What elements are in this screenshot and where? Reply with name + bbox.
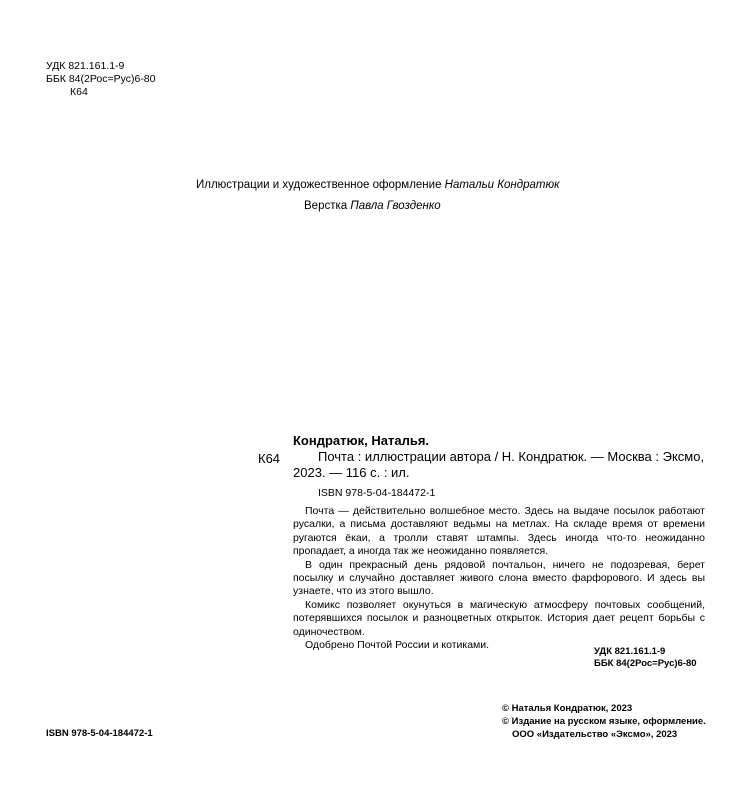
catalog-description-line-1: Почта : иллюстрации автора / Н. Кондратюк. — Москва : Эксмо, <box>318 449 705 464</box>
bottom-bbk-code: ББК 84(2Рос=Рус)6-80 <box>594 658 697 669</box>
copyright-author: © Наталья Кондратюк, 2023 <box>502 703 633 714</box>
top-udk-code: УДК 821.161.1-9 <box>46 60 125 72</box>
illustrations-credit <box>196 179 560 191</box>
copyright-edition: © Издание на русском языке, оформление. <box>502 716 706 727</box>
bottom-isbn: ISBN 978-5-04-184472-1 <box>46 728 153 739</box>
illustrator-name: Натальи Кондратюк <box>444 179 560 191</box>
illustrations-credit-label: Иллюстрации и художественное оформление <box>196 179 445 191</box>
annotation-paragraph: Почта — действительно волшебное место. Здесь на выдаче посылок работают русалки, а письма доставляют ведьмы на метлах. На складе время от времени ругаются ёкаи, а тролли ставят штампы. Здесь иногда что-то неожиданно пропадает, а иногда так же неожиданно появляется. <box>293 505 705 558</box>
annotation-paragraph: В один прекрасный день рядовой почтальон, ничего не подозревая, берет посылку и случайно доставляет живого слона вместо фарфорового. И здесь вы узнаете, что из этого вышло. <box>293 558 705 598</box>
catalog-author: Кондратюк, Наталья. <box>293 433 430 448</box>
annotation <box>293 505 705 652</box>
catalog-isbn: ISBN 978-5-04-184472-1 <box>318 487 436 499</box>
top-bbk-code: ББК 84(2Рос=Рус)6-80 <box>46 73 156 85</box>
copyright-publisher: ООО «Издательство «Эксмо», 2023 <box>512 729 678 740</box>
top-author-mark: К64 <box>70 86 88 98</box>
catalog-description-line-2: 2023. — 116 с. : ил. <box>293 465 410 480</box>
catalog-author-mark: К64 <box>258 451 281 466</box>
annotation-paragraph: Одобрено Почтой России и котиками. <box>305 639 490 652</box>
layout-credit <box>304 200 441 212</box>
annotation-paragraph: Комикс позволяет окунуться в магическую атмосферу почтовых сообщений, потерявшихся посылок и разноцветных открыток. История дает рецепт борьбы с одиночеством. <box>293 598 705 638</box>
bottom-udk-code: УДК 821.161.1-9 <box>594 646 666 657</box>
layout-credit-label: Верстка <box>304 200 351 212</box>
layout-designer-name: Павла Гвозденко <box>350 200 441 212</box>
